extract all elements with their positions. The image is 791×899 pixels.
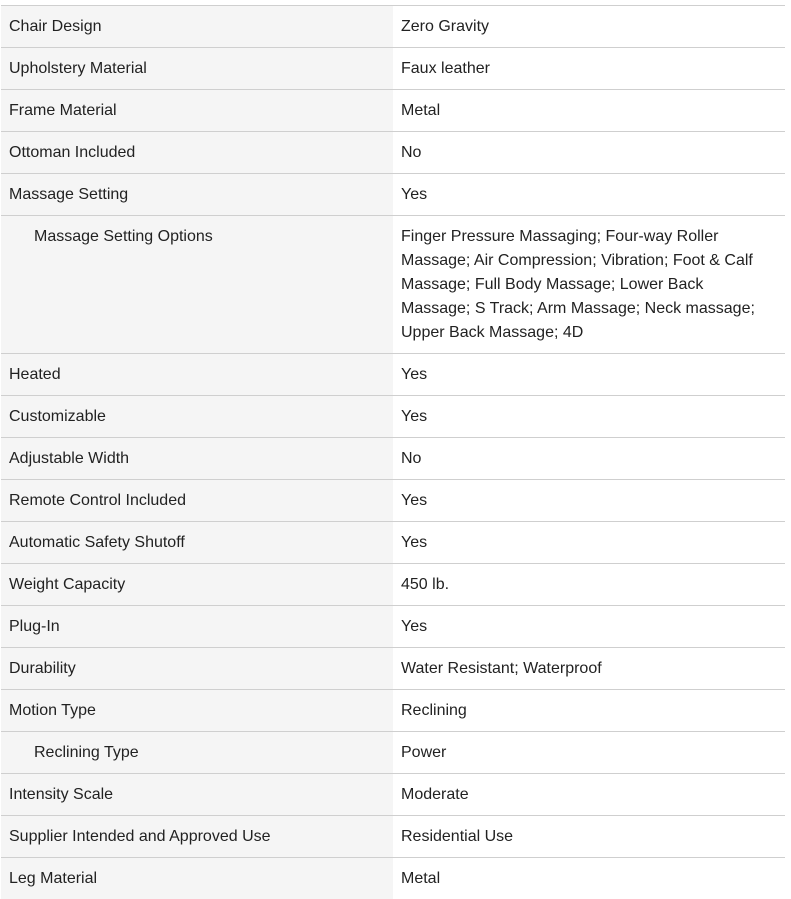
table-row <box>1 6 785 48</box>
table-row <box>1 438 785 480</box>
spec-label: Customizable <box>1 396 393 438</box>
spec-label: Ottoman Included <box>1 132 393 174</box>
spec-value: Reclining <box>393 690 785 732</box>
spec-label: Motion Type <box>1 690 393 732</box>
table-row <box>1 606 785 648</box>
table-row <box>1 732 785 774</box>
spec-label: Leg Material <box>1 858 393 899</box>
spec-label: Frame Material <box>1 90 393 132</box>
spec-value: Metal <box>393 90 785 132</box>
spec-value: No <box>393 438 785 480</box>
spec-label: Intensity Scale <box>1 774 393 816</box>
table-row <box>1 354 785 396</box>
spec-value: Zero Gravity <box>393 6 785 48</box>
table-row <box>1 174 785 216</box>
table-row <box>1 648 785 690</box>
spec-value: Yes <box>393 522 785 564</box>
spec-value: Moderate <box>393 774 785 816</box>
spec-label: Massage Setting <box>1 174 393 216</box>
spec-label: Massage Setting Options <box>1 216 393 354</box>
table-row <box>1 774 785 816</box>
spec-value: Yes <box>393 480 785 522</box>
spec-label: Chair Design <box>1 6 393 48</box>
spec-label: Plug-In <box>1 606 393 648</box>
table-row <box>1 216 785 354</box>
table-row <box>1 480 785 522</box>
table-row <box>1 858 785 899</box>
spec-value: Faux leather <box>393 48 785 90</box>
spec-value: Finger Pressure Massaging; Four-way Roller Massage; Air Compression; Vibration; Foot & Calf Massage; Full Body Massage; Lower Back Massage; S Track; Arm Massage; Neck massage; Upper Back Massage; 4D <box>393 216 785 354</box>
spec-value: Power <box>393 732 785 774</box>
spec-value: Water Resistant; Waterproof <box>393 648 785 690</box>
table-row <box>1 564 785 606</box>
spec-label: Reclining Type <box>1 732 393 774</box>
spec-value: Residential Use <box>393 816 785 858</box>
spec-value: No <box>393 132 785 174</box>
table-row <box>1 132 785 174</box>
spec-label: Adjustable Width <box>1 438 393 480</box>
spec-label: Heated <box>1 354 393 396</box>
table-row <box>1 48 785 90</box>
specifications-table <box>1 5 785 899</box>
spec-label: Weight Capacity <box>1 564 393 606</box>
spec-value: Yes <box>393 396 785 438</box>
spec-label: Upholstery Material <box>1 48 393 90</box>
table-row <box>1 816 785 858</box>
spec-label: Durability <box>1 648 393 690</box>
spec-value: Yes <box>393 174 785 216</box>
table-row <box>1 90 785 132</box>
table-row <box>1 690 785 732</box>
spec-value: Yes <box>393 354 785 396</box>
table-row <box>1 396 785 438</box>
spec-value: Metal <box>393 858 785 899</box>
spec-value: Yes <box>393 606 785 648</box>
table-row <box>1 522 785 564</box>
spec-label: Automatic Safety Shutoff <box>1 522 393 564</box>
spec-label: Remote Control Included <box>1 480 393 522</box>
spec-value: 450 lb. <box>393 564 785 606</box>
spec-label: Supplier Intended and Approved Use <box>1 816 393 858</box>
